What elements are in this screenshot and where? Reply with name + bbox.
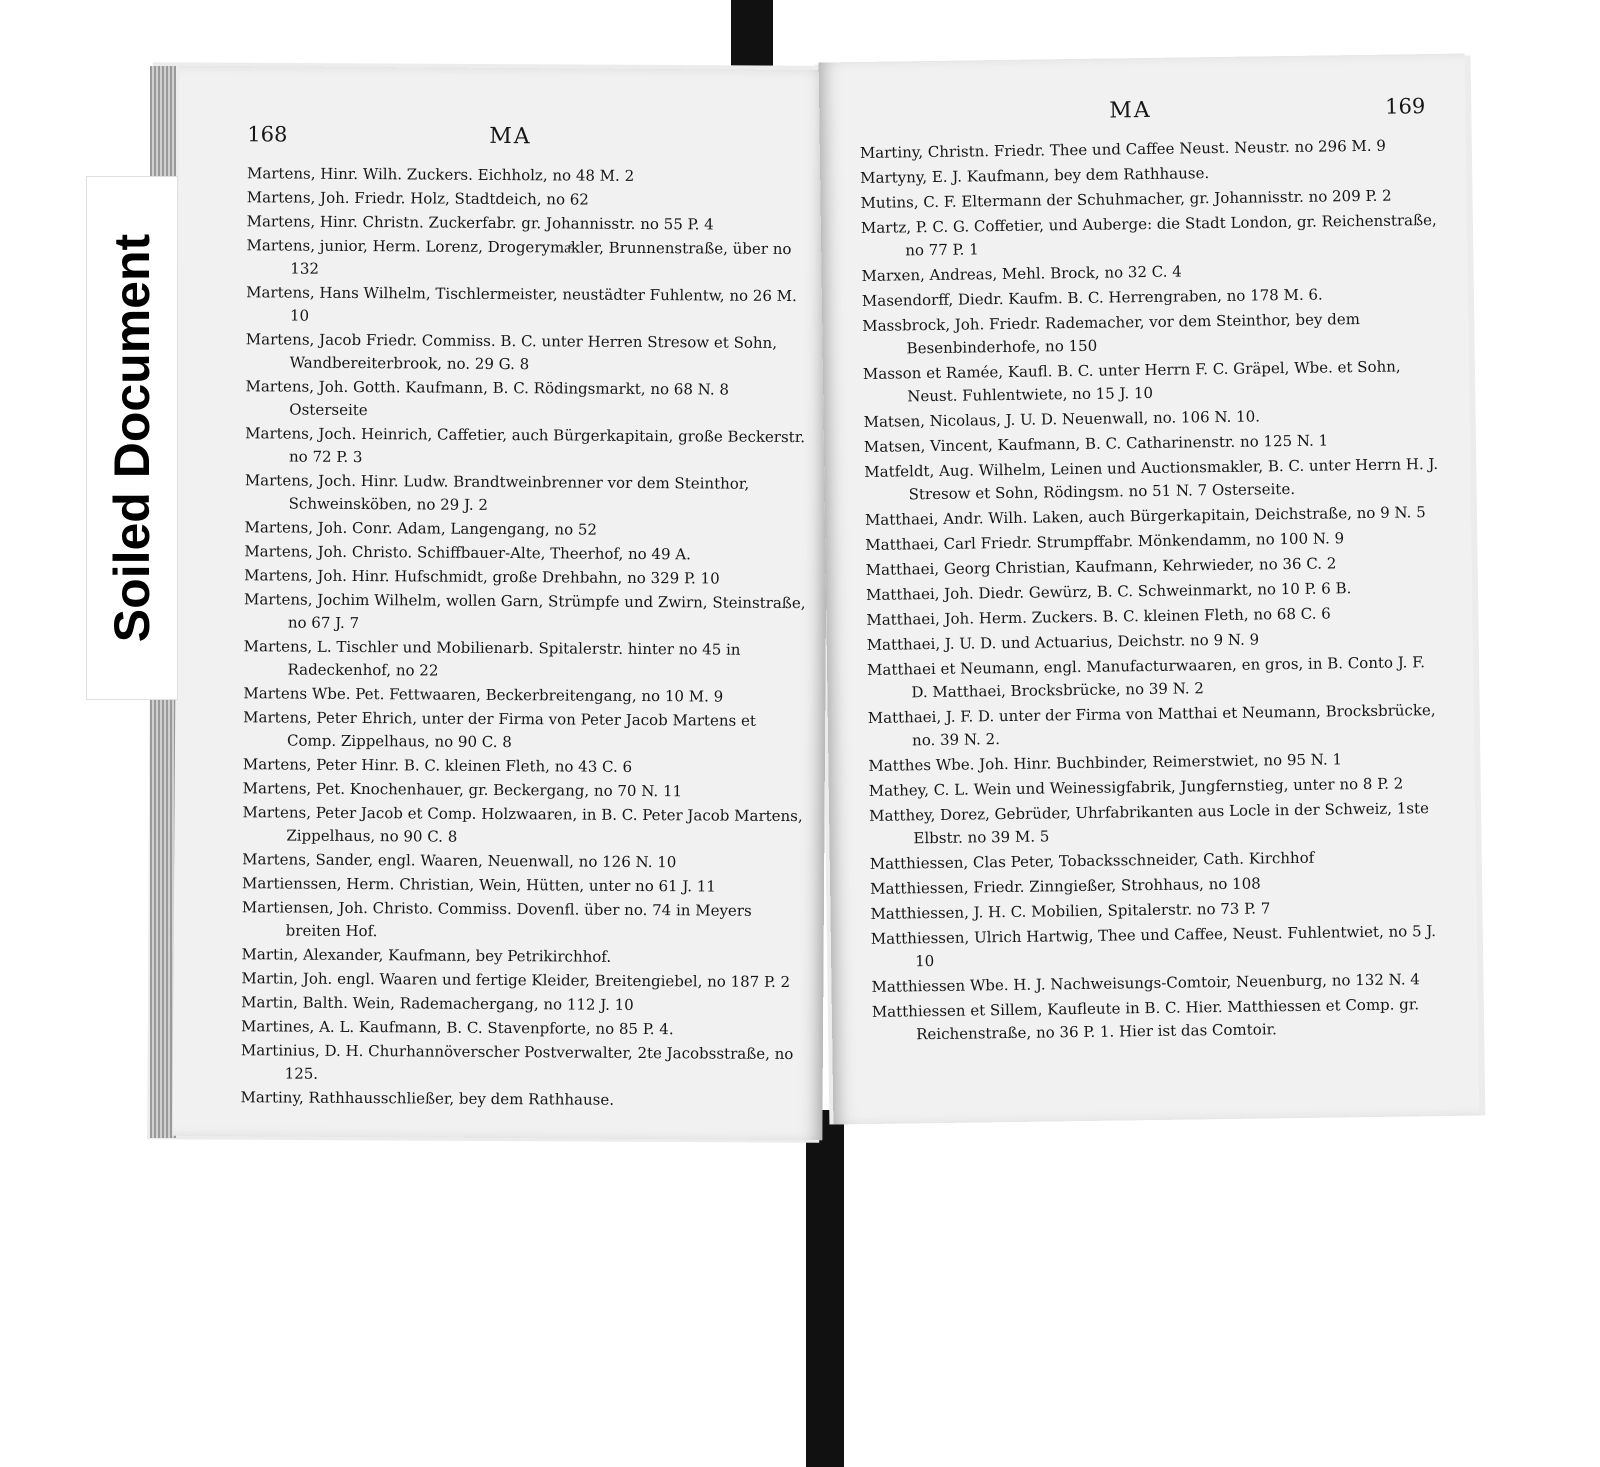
directory-entry: Matfeldt, Aug. Wilhelm, Leinen und Auctionsmakler, B. C. unter Herrn H. J. Stresow et Sohn, Rödingsm. no 51 N. 7 Osterseite. [864, 454, 1439, 504]
directory-entry: Matsen, Vincent, Kaufmann, B. C. Catharinenstr. no 125 N. 1 [863, 431, 1329, 456]
directory-entry: Matthiessen Wbe. H. J. Nachweisungs-Comtoir, Neuenburg, no 132 N. 4 [871, 970, 1420, 996]
directory-entry: Matthiessen et Sillem, Kaufleute in B. C. Hier. Matthiessen et Comp. gr. Reichenstraße, no 36 P. 1. Hier ist das Comtoir. [871, 995, 1420, 1044]
directory-entry: Martinius, D. H. Churhannöverscher Postverwalter, 2te Jacobsstraße, no 125. [240, 1041, 794, 1083]
left-entry-list [240, 162, 811, 1113]
right-page-number: 169 [1385, 94, 1426, 119]
directory-entry: Matthiessen, J. H. C. Mobilien, Spitalerstr. no 73 P. 7 [870, 899, 1271, 923]
soiled-document-label [86, 176, 178, 700]
directory-entry: Martin, Balth. Wein, Rademachergang, no 112 J. 10 [241, 993, 634, 1014]
right-entry-list [860, 134, 1449, 1047]
soiled-document-label-text: Soiled Document [104, 233, 160, 643]
directory-entry: Matthaei, J. F. D. unter der Firma von Matthai et Neumann, Brocksbrücke, no. 39 N. 2. [867, 701, 1436, 750]
left-page-header [247, 122, 811, 166]
directory-entry: Matthiessen, Friedr. Zinngießer, Strohhaus, no 108 [870, 874, 1261, 898]
directory-entry: Martens, Hans Wilhelm, Tischlermeister, neustädter Fuhlentw, no 26 M. 10 [246, 283, 797, 325]
directory-entry: Martens, Joch. Hinr. Ludw. Brandtweinbrenner vor dem Steinthor, Schweinsköben, no 29 J. 2 [244, 471, 750, 514]
directory-entry: Martyny, E. J. Kaufmann, bey dem Rathhause. [860, 164, 1210, 187]
left-page-number: 168 [247, 122, 288, 147]
directory-entry: Martens, Hinr. Christn. Zuckerfabr. gr. Johannisstr. no 55 P. 4 [246, 212, 714, 234]
left-running-head: MA [489, 123, 532, 150]
directory-entry: Martens, Joh. Gotth. Kaufmann, B. C. Rödingsmarkt, no 68 N. 8 Osterseite [245, 377, 729, 420]
directory-entry: Martens, Hinr. Wilh. Zuckers. Eichholz, no 48 M. 2 [246, 164, 635, 185]
directory-entry: Martiny, Christn. Friedr. Thee und Caffee Neust. Neustr. no 296 M. 9 [859, 136, 1387, 162]
directory-entry: Martiny, Rathhausschließer, bey dem Rathhause. [240, 1088, 615, 1109]
bookmark-ribbon-top [731, 0, 773, 70]
directory-entry: Matthaei et Neumann, engl. Manufacturwaaren, en gros, in B. Conto J. F. D. Matthaei, Brocksbrücke, no 39 N. 2 [866, 653, 1426, 702]
directory-entry: Matsen, Nicolaus, J. U. D. Neuenwall, no. 106 N. 10. [863, 407, 1261, 431]
directory-entry: Matthaei, J. U. D. und Actuarius, Deichstr. no 9 N. 9 [866, 630, 1260, 654]
directory-entry: Martens, Joch. Heinrich, Caffetier, auch Bürgerkapitain, große Beckerstr. no 72 P. 3 [245, 424, 806, 467]
directory-entry: Martens, Joh. Friedr. Holz, Stadtdeich, no 62 [246, 188, 589, 209]
bookmark-ribbon-bottom [806, 1110, 844, 1467]
directory-entry: Marxen, Andreas, Mehl. Brock, no 32 C. 4 [861, 262, 1182, 285]
directory-entry: Martens, Sander, engl. Waaren, Neuenwall, no 126 N. 10 [242, 850, 677, 872]
directory-entry: Martens Wbe. Pet. Fettwaaren, Beckerbreitengang, no 10 M. 9 [243, 684, 724, 706]
directory-entry: Matthes Wbe. Joh. Hinr. Buchbinder, Reimerstwiet, no 95 N. 1 [868, 750, 1343, 775]
right-page-header [859, 94, 1436, 142]
directory-entry: Martens, Jacob Friedr. Commiss. B. C. unter Herren Stresow et Sohn, Wandbereiterbrook, no. 29 G. 8 [245, 330, 778, 374]
directory-entry: Mutins, C. F. Eltermann der Schuhmacher, gr. Johannisstr. no 209 P. 2 [860, 186, 1392, 212]
directory-entry: Martens, L. Tischler und Mobilienarb. Spitalerstr. hinter no 45 in Radeckenhof, no 22 [243, 637, 741, 680]
directory-entry: Matthaei, Joh. Diedr. Gewürz, B. C. Schweinmarkt, no 10 P. 6 B. [865, 579, 1352, 604]
directory-entry: Masendorff, Diedr. Kaufm. B. C. Herrengraben, no 178 M. 6. [861, 285, 1323, 310]
directory-entry: Martens, Joh. Christo. Schiffbauer-Alte, Theerhof, no 49 A. [244, 542, 692, 564]
left-page [172, 66, 829, 1141]
directory-entry: Massbrock, Joh. Friedr. Rademacher, vor dem Steinthor, bey dem Besenbinderhofe, no 150 [862, 310, 1361, 358]
directory-entry: Matthaei, Carl Friedr. Strumpffabr. Mönkendamm, no 100 N. 9 [865, 529, 1345, 554]
directory-entry: Matthiessen, Ulrich Hartwig, Thee und Caffee, Neust. Fuhlentwiet, no 5 J. 10 [870, 922, 1437, 971]
directory-entry: Martin, Joh. engl. Waaren und fertige Kleider, Breitengiebel, no 187 P. 2 [241, 969, 791, 992]
directory-entry: Martens, Peter Ehrich, unter der Firma von Peter Jacob Martens et Comp. Zippelhaus, no 90 C. 8 [243, 708, 756, 752]
directory-entry: Martens, Peter Hinr. B. C. kleinen Fleth, no 43 C. 6 [242, 755, 633, 776]
directory-entry: Martz, P. C. G. Coffetier, und Auberge: die Stadt London, gr. Reichenstraße, no 77 P. 1 [860, 210, 1437, 260]
directory-entry: Matthaei, Georg Christian, Kaufmann, Kehrwieder, no 36 C. 2 [865, 554, 1337, 579]
directory-entry: Martin, Alexander, Kaufmann, bey Petrikirchhof. [241, 945, 612, 966]
directory-entry: Martens, Peter Jacob et Comp. Holzwaaren, in B. C. Peter Jacob Martens, Zippelhaus, no 90 C. 8 [242, 803, 803, 846]
directory-entry: Martienssen, Herm. Christian, Wein, Hütten, unter no 61 J. 11 [241, 874, 716, 896]
right-page [819, 54, 1480, 1125]
directory-entry: Martines, A. L. Kaufmann, B. C. Stavenpforte, no 85 P. 4. [240, 1017, 674, 1039]
directory-entry: Mathey, C. L. Wein und Weinessigfabrik, Jungfernstieg, unter no 8 P. 2 [868, 774, 1404, 800]
directory-entry: Masson et Ramée, Kaufl. B. C. unter Herrn F. C. Gräpel, Wbe. et Sohn, Neust. Fuhlentwiete, no 15 J. 10 [862, 357, 1401, 406]
right-running-head: MA [1109, 97, 1152, 124]
directory-entry: Matthey, Dorez, Gebrüder, Uhrfabrikanten aus Locle in der Schweiz, 1ste Elbstr. no 39 M. 5 [869, 799, 1430, 848]
directory-entry: Martiensen, Joh. Christo. Commiss. Dovenfl. über no. 74 in Meyers breiten Hof. [241, 898, 752, 941]
directory-entry: Matthaei, Joh. Herm. Zuckers. B. C. kleinen Fleth, no 68 C. 6 [866, 604, 1331, 629]
directory-entry: Matthaei, Andr. Wilh. Laken, auch Bürgerkapitain, Deichstraße, no 9 N. 5 [864, 503, 1426, 529]
directory-entry: Martens, Joh. Hinr. Hufschmidt, große Drehbahn, no 329 P. 10 [244, 566, 720, 588]
directory-entry: Martens, Pet. Knochenhauer, gr. Beckergang, no 70 N. 11 [242, 779, 683, 801]
directory-entry: Martens, junior, Herm. Lorenz, Drogerymaͤkler, Brunnenstraße, über no 132 [246, 236, 792, 278]
directory-entry: Martens, Jochim Wilhelm, wollen Garn, Strümpfe und Zwirn, Steinstraße, no 67 J. 7 [243, 590, 806, 633]
directory-entry: Matthiessen, Clas Peter, Tobacksschneider, Cath. Kirchhof [869, 848, 1315, 873]
directory-entry: Martens, Joh. Conr. Adam, Langengang, no 52 [244, 518, 598, 539]
